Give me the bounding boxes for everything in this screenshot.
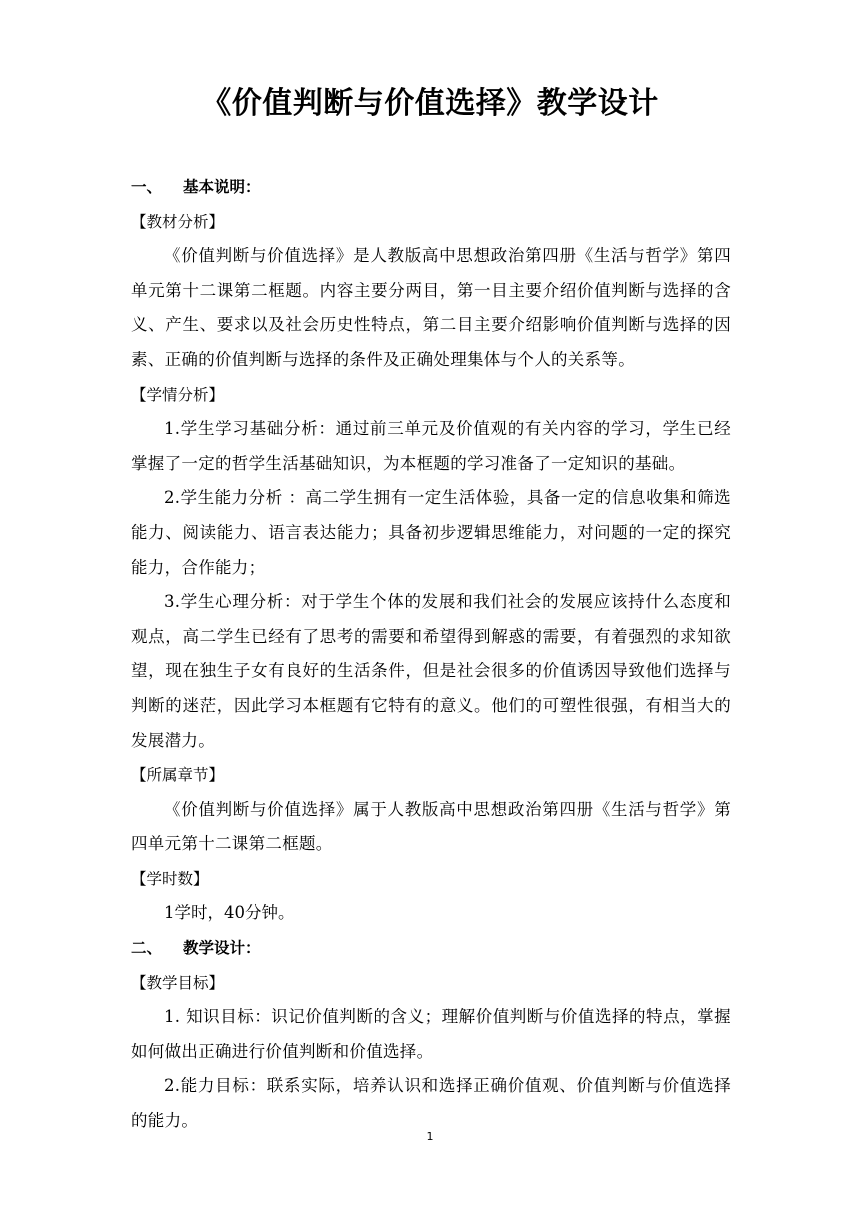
document-body bbox=[131, 170, 731, 1139]
section-1-number: 一、 bbox=[131, 178, 163, 196]
chapter-label: 【所属章节】 bbox=[131, 766, 225, 785]
student-analysis-label: 【学情分析】 bbox=[131, 385, 225, 404]
student-analysis-foundation: 1.学生学习基础分析：通过前三单元及价值观的有关内容的学习，学生已经掌握了一定的哲学生活基础知识，为本框题的学习准备了一定知识的基础。 bbox=[131, 419, 731, 473]
chapter-text: 《价值判断与价值选择》属于人教版高中思想政治第四册《生活与哲学》第四单元第十二课第二框题。 bbox=[131, 799, 731, 854]
student-analysis-ability: 2.学生能力分析 ：高二学生拥有一定生活体验，具备一定的信息收集和筛选能力、阅读能力、语言表达能力；具备初步逻辑思维能力，对问题的一定的探究能力，合作能力； bbox=[131, 488, 731, 577]
class-hours-label: 【学时数】 bbox=[131, 869, 209, 888]
section-2-number: 二、 bbox=[131, 939, 163, 958]
ability-goal-text: 2.能力目标：联系实际，培养认识和选择正确价值观、价值判断与价值选择的能力。 bbox=[131, 1076, 731, 1131]
page-number: 1 bbox=[426, 1130, 434, 1143]
textbook-analysis-label: 【教材分析】 bbox=[131, 212, 225, 231]
textbook-analysis-text: 《价值判断与价值选择》是人教版高中思想政治第四册《生活与哲学》第四单元第十二课第二框题。内容主要分两目，第一目主要介绍价值判断与选择的含义、产生、要求以及社会历史性特点，第二目主要介绍影响价值判断与选择的因素、正确的价值判断与选择的条件及正确处理集体与个人的关系等。 bbox=[131, 246, 731, 369]
section-1-heading bbox=[131, 170, 731, 205]
section-2-heading bbox=[131, 931, 731, 966]
document-title: 《价值判断与价值选择》教学设计 bbox=[201, 86, 659, 121]
knowledge-goal-text: 1. 知识目标：识记价值判断的含义；理解价值判断与价值选择的特点，掌握如何做出正确进行价值判断和价值选择。 bbox=[131, 1007, 731, 1061]
section-2-title: 教学设计： bbox=[183, 939, 261, 958]
student-analysis-psychology: 3.学生心理分析：对于学生个体的发展和我们社会的发展应该持什么态度和观点，高二学生已经有了思考的需要和希望得到解惑的需要，有着强烈的求知欲望，现在独生子女有良好的生活条件，但是社会很多的价值诱因导致他们选择与判断的迷茫，因此学习本框题有它特有的意义。他们的可塑性很强，有相当大的发展潜力。 bbox=[131, 592, 731, 750]
section-1-title: 基本说明： bbox=[183, 178, 261, 196]
class-hours-text: 1学时，40分钟。 bbox=[164, 903, 295, 923]
teaching-goals-label: 【教学目标】 bbox=[131, 973, 225, 992]
